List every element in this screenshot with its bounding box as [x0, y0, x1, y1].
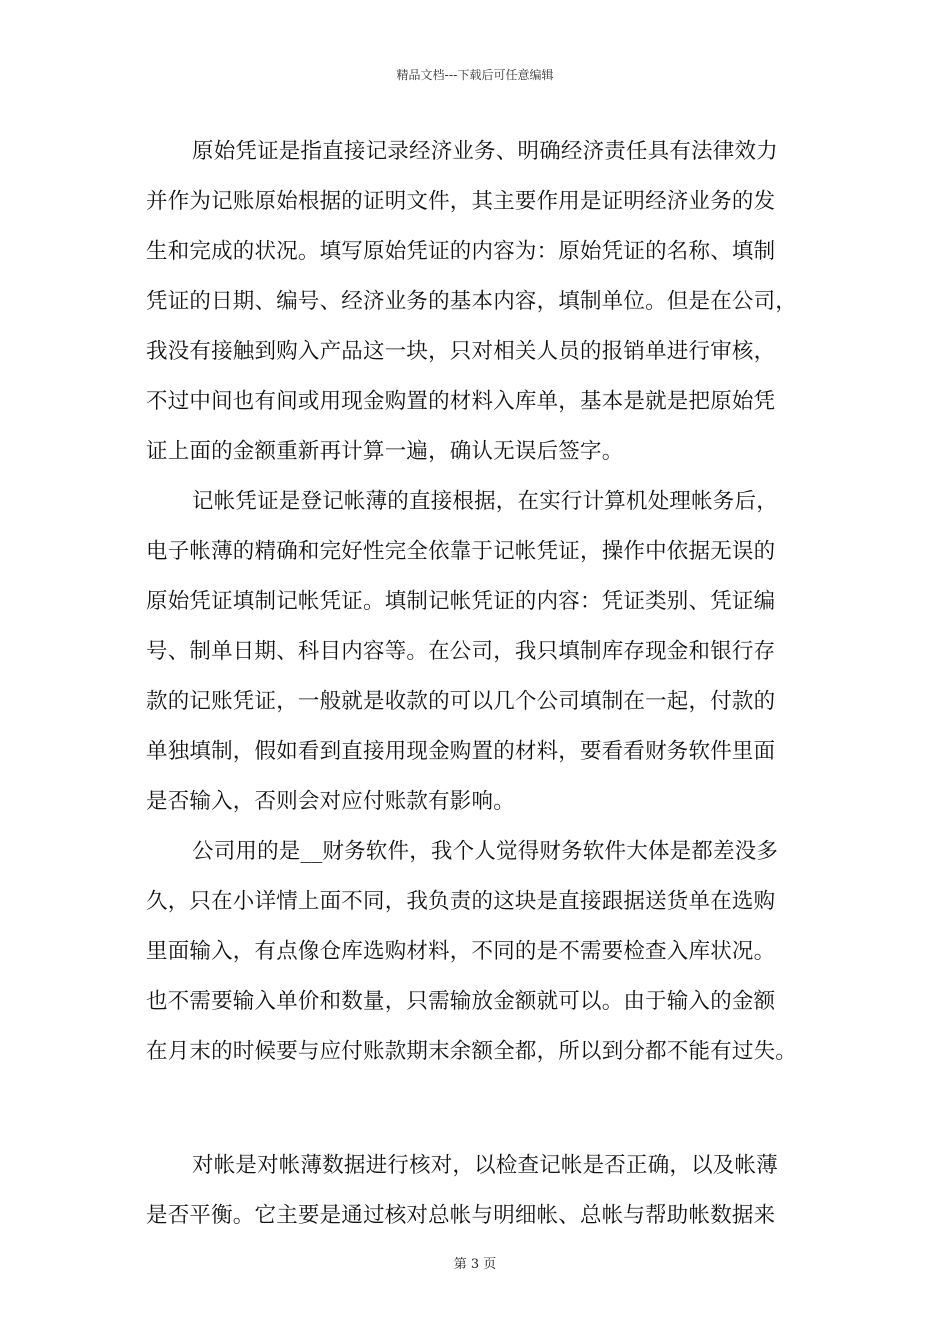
paragraph-line: 公司用的是__财务软件，我个人觉得财务软件大体是都差没多 — [192, 839, 779, 864]
paragraph-line: 凭证的日期、编号、经济业务的基本内容，填制单位。但是在公司， — [146, 289, 798, 314]
paragraph-line: 单独填制，假如看到直接用现金购置的材料，要看看财务软件里面 — [146, 739, 776, 764]
paragraph-line: 并作为记账原始根据的证明文件，其主要作用是证明经济业务的发 — [146, 189, 776, 214]
paragraph-1 — [146, 132, 826, 482]
page-header: 精品文档---下载后可任意编辑 — [396, 68, 554, 82]
paragraph-line: 生和完成的状况。填写原始凭证的内容为：原始凭证的名称、填制 — [146, 239, 776, 264]
paragraph-line: 原始凭证是指直接记录经济业务、明确经济责任具有法律效力 — [192, 139, 778, 164]
paragraph-line: 我没有接触到购入产品这一块，只对相关人员的报销单进行审核， — [146, 339, 776, 364]
paragraph-2 — [146, 482, 826, 832]
paragraph-line: 在月末的时候要与应付账款期末余额全都，所以到分都不能有过失。 — [146, 1039, 798, 1064]
paragraph-line: 号、制单日期、科目内容等。在公司，我只填制库存现金和银行存 — [146, 639, 776, 664]
paragraph-line: 不过中间也有间或用现金购置的材料入库单，基本是就是把原始凭 — [146, 389, 776, 414]
paragraph-line: 电子帐薄的精确和完好性完全依靠于记帐凭证，操作中依据无误的 — [146, 539, 776, 564]
paragraph-line: 原始凭证填制记帐凭证。填制记帐凭证的内容：凭证类别、凭证编 — [146, 589, 776, 614]
paragraph-line: 对帐是对帐薄数据进行核对，以检查记帐是否正确，以及帐薄 — [192, 1153, 778, 1178]
paragraph-line: 记帐凭证是登记帐薄的直接根据，在实行计算机处理帐务后， — [192, 489, 778, 514]
paragraph-3 — [146, 832, 826, 1082]
paragraph-spacer — [146, 1082, 826, 1146]
page-number: 第 3 页 — [453, 1257, 497, 1272]
paragraph-line: 证上面的金额重新再计算一遍，确认无误后签字。 — [146, 439, 624, 464]
paragraph-line: 里面输入，有点像仓库选购材料，不同的是不需要检查入库状况。 — [146, 939, 776, 964]
paragraph-line: 也不需要输入单价和数量，只需输放金额就可以。由于输入的金额 — [146, 989, 776, 1014]
paragraph-line: 久，只在小详情上面不同，我负责的这块是直接跟据送货单在选购 — [146, 889, 776, 914]
document-body — [146, 132, 826, 1246]
paragraph-line: 是否平衡。它主要是通过核对总帐与明细帐、总帐与帮助帐数据来 — [146, 1203, 776, 1228]
paragraph-line: 是否输入，否则会对应付账款有影响。 — [146, 789, 515, 814]
paragraph-line: 款的记账凭证，一般就是收款的可以几个公司填制在一起，付款的 — [146, 689, 776, 714]
paragraph-4 — [146, 1146, 826, 1246]
